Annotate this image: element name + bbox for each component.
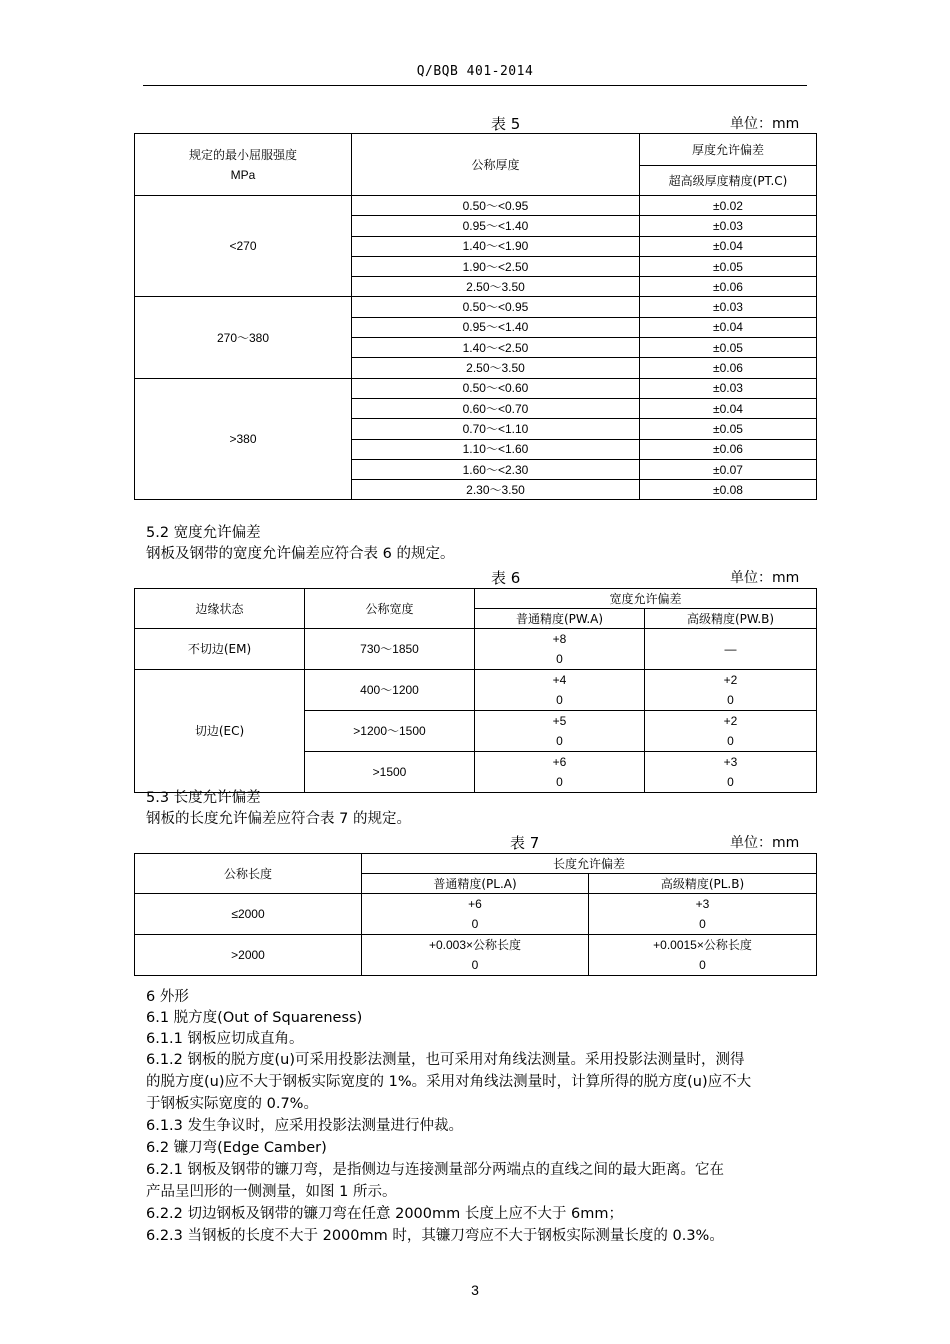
section-5-2-title: 5.2 宽度允许偏差 bbox=[146, 525, 261, 541]
section-6-1-title: 6.1 脱方度(Out of Squareness) bbox=[146, 1010, 363, 1026]
table7-plb-lower: 0 bbox=[699, 958, 706, 972]
table5-tolerance-cell: ±0.05 bbox=[640, 338, 817, 358]
table7-pla-upper: +6 bbox=[468, 897, 482, 911]
table6-header-pwb: 高级精度(PW.B) bbox=[645, 609, 817, 629]
table5-tolerance-cell: ±0.05 bbox=[640, 256, 817, 276]
section-6-1-2-line2: 的脱方度(u)应不大于钢板实际宽度的 1%。采用对角线法测量时，计算所得的脱方度(u)应不大 bbox=[146, 1074, 752, 1090]
table6-pwa-lower: 0 bbox=[556, 734, 563, 748]
table6-width-cell: 730～1850 bbox=[305, 629, 475, 670]
table7-unit: 单位：mm bbox=[730, 835, 800, 851]
table5-tolerance-cell: ±0.06 bbox=[640, 439, 817, 459]
table7-plb-cell bbox=[589, 935, 817, 976]
section-6-2-1-line1: 6.2.1 钢板及钢带的镰刀弯，是指侧边与连接测量部分两端点的直线之间的最大距离。它在 bbox=[146, 1162, 724, 1178]
section-6-1-2-line1: 6.1.2 钢板的脱方度(u)可采用投影法测量，也可采用对角线法测量。采用投影法测量时，测得 bbox=[146, 1052, 745, 1068]
table5-strength-cell: <270 bbox=[135, 196, 352, 297]
table6-header-edge: 边缘状态 bbox=[135, 589, 305, 629]
table5-thickness-cell: 2.50～3.50 bbox=[352, 277, 640, 297]
table5-tolerance-cell: ±0.07 bbox=[640, 459, 817, 479]
section-6-1-2-line3: 于钢板实际宽度的 0.7%。 bbox=[146, 1096, 318, 1112]
section-6-2-1-line2: 产品呈凹形的一侧测量，如图 1 所示。 bbox=[146, 1184, 397, 1200]
table6-pwb-upper: +2 bbox=[723, 673, 738, 687]
table7-pla-lower: 0 bbox=[471, 958, 479, 972]
table7-pla-upper: +0.003×公称长度 bbox=[428, 938, 522, 952]
table6-pwa-cell bbox=[475, 711, 645, 752]
table6-pwa-lower: 0 bbox=[556, 652, 563, 666]
section-6-2-2: 6.2.2 切边钢板及钢带的镰刀弯在任意 2000mm 长度上应不大于 6mm； bbox=[146, 1206, 623, 1222]
page-number: 3 bbox=[471, 1282, 479, 1298]
section-5-3-text: 钢板的长度允许偏差应符合表 7 的规定。 bbox=[146, 811, 411, 827]
table6-edge-cell: 不切边(EM) bbox=[135, 629, 305, 670]
table6-width-cell: >1200～1500 bbox=[305, 711, 475, 752]
table5-thickness-cell: 0.60～<0.70 bbox=[352, 398, 640, 418]
table7-pla-lower: 0 bbox=[471, 917, 479, 931]
table5-strength-cell: >380 bbox=[135, 378, 352, 500]
table5-tolerance-cell: ±0.02 bbox=[640, 196, 817, 216]
table7-length-cell: ≤2000 bbox=[135, 894, 362, 935]
table6-pwa-cell bbox=[475, 670, 645, 711]
table5-thickness-cell: 1.40～<2.50 bbox=[352, 338, 640, 358]
table7-plb-cell bbox=[589, 894, 817, 935]
table7-header-tolerance: 长度允许偏差 bbox=[362, 854, 817, 874]
table5-thickness-cell: 1.60～<2.30 bbox=[352, 459, 640, 479]
table6-pwa-upper: +8 bbox=[552, 632, 567, 646]
table6-header-tolerance: 宽度允许偏差 bbox=[475, 589, 817, 609]
table7-caption: 表 7 bbox=[510, 834, 540, 852]
table5-tolerance-cell: ±0.05 bbox=[640, 419, 817, 439]
table6-pwa-cell bbox=[475, 629, 645, 670]
table6-pwb-lower: 0 bbox=[727, 693, 734, 707]
section-6-1-1: 6.1.1 钢板应切成直角。 bbox=[146, 1031, 304, 1047]
table6-edge-cell: 切边(EC) bbox=[135, 670, 305, 793]
table5-header-tolerance: 厚度允许偏差 bbox=[640, 134, 817, 166]
table7-length-cell: >2000 bbox=[135, 935, 362, 976]
table6-pwb-lower: 0 bbox=[727, 775, 734, 789]
header-rule bbox=[143, 85, 807, 86]
table6-header-width: 公称宽度 bbox=[305, 589, 475, 629]
table5-unit: 单位：mm bbox=[730, 116, 800, 132]
table6-pwb-upper: +3 bbox=[723, 755, 738, 769]
table6-pwb-cell bbox=[645, 752, 817, 793]
table7-plb-upper: +0.0015×公称长度 bbox=[653, 938, 752, 952]
table5-tolerance-cell: ±0.03 bbox=[640, 216, 817, 236]
table6-pwa-lower: 0 bbox=[556, 693, 563, 707]
table6-pwa-upper: +4 bbox=[552, 673, 567, 687]
table6-header-pwa: 普通精度(PW.A) bbox=[475, 609, 645, 629]
table5-thickness-cell: 1.40～<1.90 bbox=[352, 236, 640, 256]
table7-pla-cell bbox=[362, 894, 589, 935]
table6-pwb-upper: +2 bbox=[723, 714, 738, 728]
table5-tolerance-cell: ±0.04 bbox=[640, 236, 817, 256]
table7-plb-upper: +3 bbox=[695, 897, 710, 911]
section-5-3-title: 5.3 长度允许偏差 bbox=[146, 790, 261, 806]
table6-pwa-upper: +5 bbox=[552, 714, 567, 728]
table5-tolerance-cell: ±0.04 bbox=[640, 398, 817, 418]
table5-thickness-cell: 0.50～<0.95 bbox=[352, 196, 640, 216]
table5-tolerance-cell: ±0.04 bbox=[640, 317, 817, 337]
section-5-2-text: 钢板及钢带的宽度允许偏差应符合表 6 的规定。 bbox=[146, 546, 455, 562]
table6-width-cell: >1500 bbox=[305, 752, 475, 793]
table6-caption: 表 6 bbox=[491, 569, 521, 587]
table5-thickness-cell: 0.50～<0.60 bbox=[352, 378, 640, 398]
table5-thickness-cell: 0.50～<0.95 bbox=[352, 297, 640, 317]
table5-tolerance-cell: ±0.03 bbox=[640, 297, 817, 317]
table5-tolerance-cell: ±0.06 bbox=[640, 358, 817, 378]
table6-pwb-cell bbox=[645, 670, 817, 711]
table6-width-cell: 400～1200 bbox=[305, 670, 475, 711]
table6-pwa-lower: 0 bbox=[556, 775, 563, 789]
table5-thickness-cell: 1.90～<2.50 bbox=[352, 256, 640, 276]
table-7 bbox=[134, 853, 817, 976]
table5-header-strength bbox=[135, 134, 352, 196]
table5-tolerance-cell: ±0.06 bbox=[640, 277, 817, 297]
section-6-1-3: 6.1.3 发生争议时，应采用投影法测量进行仲裁。 bbox=[146, 1118, 464, 1134]
table5-thickness-cell: 0.95～<1.40 bbox=[352, 317, 640, 337]
table7-header-length: 公称长度 bbox=[135, 854, 362, 894]
section-6-heading: 6 外形 bbox=[146, 989, 189, 1005]
table5-thickness-cell: 0.70～<1.10 bbox=[352, 419, 640, 439]
table7-plb-lower: 0 bbox=[699, 917, 706, 931]
table6-pwa-upper: +6 bbox=[552, 755, 567, 769]
table6-pwb-cell bbox=[645, 711, 817, 752]
table5-strength-cell: 270～380 bbox=[135, 297, 352, 378]
table5-header-strength-unit: MPa bbox=[230, 167, 256, 182]
table-5 bbox=[134, 133, 817, 500]
table7-pla-cell bbox=[362, 935, 589, 976]
document-code: Q/BQB 401-2014 bbox=[416, 64, 534, 79]
table5-thickness-cell: 1.10～<1.60 bbox=[352, 439, 640, 459]
table5-thickness-cell: 2.30～3.50 bbox=[352, 480, 640, 500]
table5-thickness-cell: 0.95～<1.40 bbox=[352, 216, 640, 236]
table6-pwb-cell: — bbox=[645, 629, 817, 670]
table5-caption: 表 5 bbox=[491, 115, 521, 133]
table5-tolerance-cell: ±0.08 bbox=[640, 480, 817, 500]
table5-thickness-cell: 2.50～3.50 bbox=[352, 358, 640, 378]
table5-header-thickness: 公称厚度 bbox=[352, 134, 640, 196]
table5-tolerance-cell: ±0.03 bbox=[640, 378, 817, 398]
table7-header-plb: 高级精度(PL.B) bbox=[589, 874, 817, 894]
table-6 bbox=[134, 588, 817, 793]
table6-pwa-cell bbox=[475, 752, 645, 793]
table5-header-strength-line1: 规定的最小屈服强度 bbox=[188, 147, 297, 162]
section-6-2-3: 6.2.3 当钢板的长度不大于 2000mm 时，其镰刀弯应不大于钢板实际测量长度的 0.3%。 bbox=[146, 1228, 724, 1244]
table7-header-pla: 普通精度(PL.A) bbox=[362, 874, 589, 894]
section-6-2-title: 6.2 镰刀弯(Edge Camber) bbox=[146, 1140, 327, 1156]
table6-pwb-lower: 0 bbox=[727, 734, 734, 748]
table6-unit: 单位：mm bbox=[730, 570, 800, 586]
table5-header-ptc: 超高级厚度精度(PT.C) bbox=[640, 166, 817, 196]
